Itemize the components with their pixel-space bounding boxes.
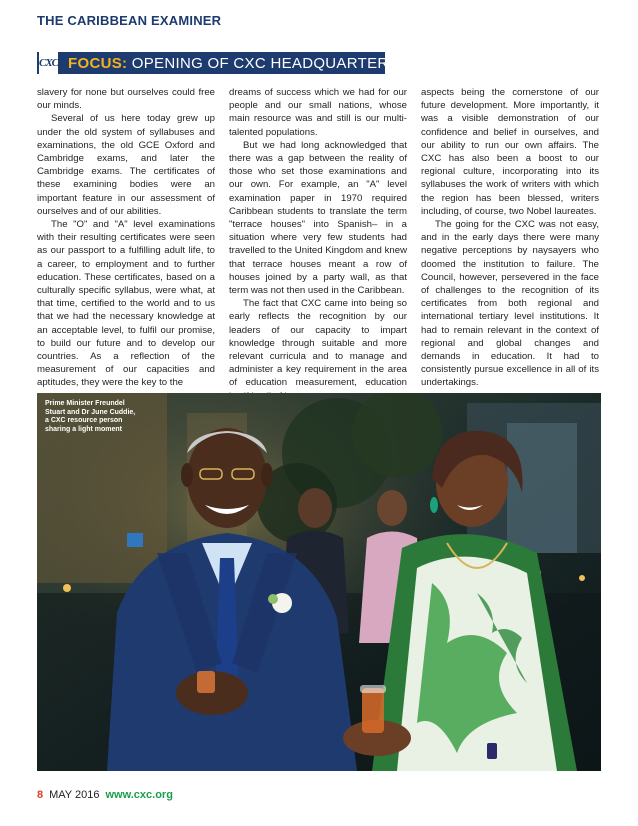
page-number: 8	[37, 789, 44, 801]
article-body	[37, 86, 599, 389]
masthead: THE CARIBBEAN EXAMINER	[37, 13, 222, 28]
article-column-3	[421, 86, 599, 389]
photo-illustration	[37, 393, 601, 771]
photo-caption: Prime Minister Freundel Stuart and Dr June Cuddie, a CXC resource person sharing a light moment	[45, 400, 136, 433]
article-column-2	[229, 86, 407, 389]
page-footer	[37, 789, 173, 801]
paragraph: Several of us here today grew up under the old system of syllabuses and examinations, the old GCE Oxford and Cambridge exams, and later the Cambridge exams. The certificates of these examining bodies were an important feature in our assessment of ourselves and of our abilities.	[37, 113, 215, 217]
event-photo	[37, 393, 601, 771]
website-link[interactable]: www.cxc.org	[105, 789, 173, 801]
paragraph: The fact that CXC came into being so early reflects the recognition by our leaders of our capacity to impart knowledge through suitable and more relevant curricula and to manage and administer a key requirement in the area of education measurement, education	[229, 298, 407, 389]
paragraph: dreams of success which we had for our people and our small nations, whose main resource was and still is our multi-talented populations.	[229, 87, 407, 138]
paragraph: But we had long acknowledged that there was a gap between the reality of those who set those examinations and our own. For example, an "A" level examination paper in 1970 required Caribbean students to translate the term "terrace houses" into Spanish– in a situation where very few students had travelled to the United Kingdom and knew that terrace houses meant a row of houses joined by a party wall, as that term was not then used in the Caribbean.	[229, 139, 407, 297]
section-label: FOCUS:	[68, 54, 128, 72]
article-column-1	[37, 86, 215, 389]
issue-date: MAY 2016	[49, 789, 100, 801]
paragraph: The going for the CXC was not easy, and in the early days there were many negative perceptions by naysayers who doomed the institution to failure. The Council, however, persevered in the face of challenges to the recognition of its certificates from both regional and international tertiary level institutions. It had to remain relevant in the context of regional and global changes and demands in education. It had to consistently pursue excellence in all of its undertakings.	[421, 219, 599, 389]
paragraph: The "O" and "A" level examinations with their resulting certificates were seen as our passport to a fulfilling adult life, to a career, to employment and to further education. These certificates, based on a culturally specific syllabus, were what, at that time, certified to the world and to us that we had the necessary knowledge at an acceptable level, to fulfil our promise, to build our future and to develop our countries. As a reflection of the measurement of our capacities and aptitudes, they were the key to the	[37, 219, 215, 389]
cxc-logo: CXC	[39, 52, 58, 74]
paragraph: slavery for none but ourselves could free our minds.	[37, 87, 215, 112]
paragraph: aspects being the cornerstone of our future development. More importantly, it was a visible demonstration of our confidence and belief in ourselves, and our ability to run our own affairs. The CXC has also been a boost to our regional culture, incorporating into its syllabuses the work of writers with which the region has been blessed, writers including, of course, two Nobel laureates.	[421, 87, 599, 217]
section-banner	[37, 52, 399, 74]
section-title	[68, 55, 399, 72]
section-heading: OPENING OF CXC HEADQUARTERS	[131, 54, 399, 72]
